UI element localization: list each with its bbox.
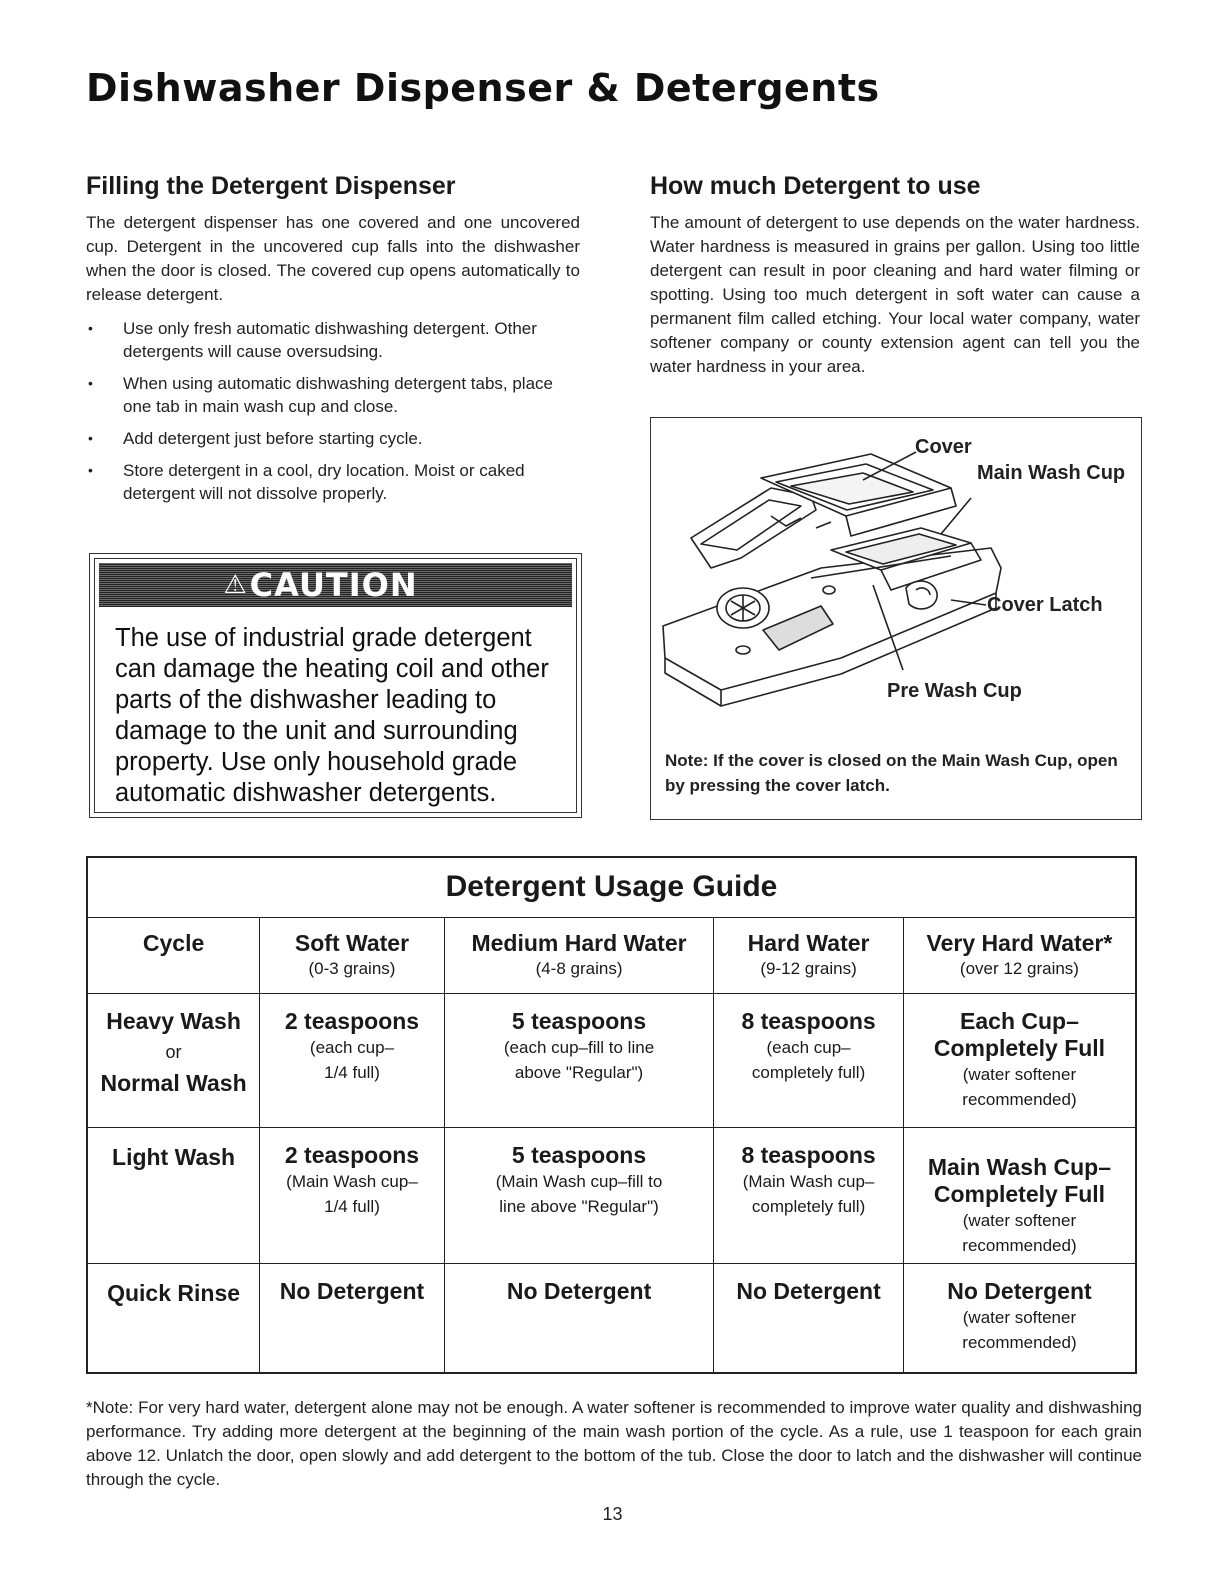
bullet-item: • Store detergent in a cool, dry location. Moist or caked detergent will not dissolve properly. — [86, 459, 580, 505]
filling-heading: Filling the Detergent Dispenser — [86, 172, 456, 200]
cycle-name: Light Wash — [112, 1143, 236, 1170]
header-main: Hard Water — [747, 929, 870, 956]
amount-sub: (water softener — [962, 1307, 1077, 1327]
how-much-heading: How much Detergent to use — [650, 172, 981, 200]
header-cycle — [87, 917, 260, 993]
header-sub: (over 12 grains) — [959, 958, 1079, 978]
header-main: Cycle — [142, 929, 205, 956]
amount-main: 5 teaspoons — [511, 1141, 647, 1168]
amount-main: Each Cup– — [960, 1007, 1079, 1034]
filling-intro: The detergent dispenser has one covered and one uncovered cup. Detergent in the uncovered cup falls into the dishwasher when the door is closed. The covered cup opens automatically to release detergent. — [86, 213, 580, 304]
amount-cell — [260, 1263, 445, 1373]
amount-main: 5 teaspoons — [511, 1007, 647, 1034]
amount-main: Completely Full — [933, 1180, 1106, 1207]
amount-sub: (Main Wash cup– — [286, 1171, 418, 1191]
amount-sub: (Main Wash cup–fill to — [495, 1171, 663, 1191]
amount-sub: (Main Wash cup– — [742, 1171, 875, 1191]
caution-label — [223, 566, 417, 604]
how-much-text: The amount of detergent to use depends on the water hardness. Water hardness is measured in grains per gallon. Using too little detergent can result in poor cleaning and hard water filming or spotting. Using too much detergent in soft water can cause a permanent film called etching. Your local water company, water softener company or county extension agent can tell you the water hardness in your area. — [650, 213, 1140, 376]
header-sub: (4-8 grains) — [535, 958, 623, 978]
header-very-hard — [903, 917, 1136, 993]
header-sub: (9-12 grains) — [760, 958, 857, 978]
bullet-item: • When using automatic dishwashing detergent tabs, place one tab in main wash cup and close. — [86, 372, 580, 418]
amount-main: 8 teaspoons — [741, 1007, 876, 1034]
cycle-name: Heavy Wash — [106, 1007, 241, 1034]
cycle-cell — [87, 1263, 260, 1373]
amount-cell — [714, 1127, 904, 1263]
amount-sub: completely full) — [751, 1062, 866, 1082]
bullet-item: • Use only fresh automatic dishwashing detergent. Other detergents will cause oversudsing. — [86, 317, 580, 363]
amount-sub: (each cup– — [309, 1037, 395, 1057]
footnote: *Note: For very hard water, detergent alone may not be enough. A water softener is recommended to improve water quality and dishwashing performance. Try adding more detergent at the beginning of the main wash portion of the cycle. As a rule, use 1 teaspoon for each grain above 12. Unlatch the door, open slowly and add detergent to the bottom of the tub. Close the door to latch and the dishwasher will continue through the cycle. — [86, 1398, 1142, 1489]
label-cover-latch: Cover Latch — [987, 594, 1103, 616]
header-main: Soft Water — [294, 929, 410, 956]
bullet-item: • Add detergent just before starting cycle. — [86, 427, 580, 450]
amount-sub: line above "Regular") — [499, 1196, 659, 1216]
amount-cell — [903, 1263, 1136, 1373]
warning-triangle-icon: ⚠ — [223, 570, 248, 600]
header-medium — [444, 917, 713, 993]
amount-main: 2 teaspoons — [284, 1007, 420, 1034]
filling-section — [86, 172, 580, 514]
amount-sub: (each cup– — [766, 1037, 851, 1057]
amount-cell — [714, 993, 904, 1127]
amount-main: 8 teaspoons — [741, 1141, 876, 1168]
amount-cell — [444, 1127, 713, 1263]
guide-header-row — [87, 917, 1136, 993]
amount-cell — [260, 993, 445, 1127]
amount-sub: recommended) — [962, 1332, 1077, 1352]
filling-bullets — [86, 317, 580, 505]
amount-main: 2 teaspoons — [284, 1141, 420, 1168]
page-number: 13 — [602, 1504, 623, 1524]
amount-cell — [444, 1263, 713, 1373]
amount-sub: recommended) — [962, 1089, 1077, 1109]
cycle-cell — [87, 1127, 260, 1263]
table-row — [87, 993, 1136, 1127]
cycle-name: Quick Rinse — [107, 1279, 241, 1306]
guide-title: Detergent Usage Guide — [87, 857, 1136, 917]
amount-main: No Detergent — [947, 1277, 1092, 1304]
caution-banner — [99, 563, 572, 607]
amount-cell — [260, 1127, 445, 1263]
dispenser-figure — [650, 417, 1142, 820]
amount-sub: above "Regular") — [514, 1062, 644, 1082]
caution-word: CAUTION — [249, 566, 418, 604]
amount-main: No Detergent — [279, 1277, 425, 1304]
amount-cell — [714, 1263, 904, 1373]
cycle-or: or — [165, 1041, 182, 1062]
header-main: Medium Hard Water — [471, 929, 687, 956]
label-main-wash-cup: Main Wash Cup — [977, 462, 1126, 484]
amount-main: Completely Full — [933, 1034, 1106, 1061]
header-soft — [260, 917, 445, 993]
amount-sub: 1/4 full) — [324, 1062, 380, 1082]
amount-sub: completely full) — [751, 1196, 866, 1216]
figure-note: Note: If the cover is closed on the Main Wash Cup, open by pressing the cover latch. — [665, 751, 1118, 795]
amount-cell — [903, 1127, 1136, 1263]
cycle-cell — [87, 993, 260, 1127]
detergent-usage-guide — [86, 856, 1137, 1374]
header-sub: (0-3 grains) — [308, 958, 396, 978]
caution-text: The use of industrial grade detergent can damage the heating coil and other parts of the dishwasher leading to damage to the unit and surrounding property. Use only household grade automatic dishwasher detergents. — [115, 624, 549, 807]
guide-title-row — [87, 857, 1136, 917]
amount-main: No Detergent — [736, 1277, 881, 1304]
amount-sub: 1/4 full) — [324, 1196, 380, 1216]
header-hard — [714, 917, 904, 993]
caution-inner — [94, 558, 577, 813]
table-row — [87, 1127, 1136, 1263]
cycle-name: Normal Wash — [100, 1069, 247, 1096]
label-cover: Cover — [915, 436, 972, 458]
page-title: Dishwasher Dispenser & Detergents — [86, 66, 880, 110]
amount-cell — [903, 993, 1136, 1127]
amount-sub: (water softener — [962, 1210, 1077, 1230]
amount-sub: recommended) — [962, 1235, 1077, 1255]
table-row — [87, 1263, 1136, 1373]
amount-sub: (each cup–fill to line — [503, 1037, 655, 1057]
caution-box — [89, 553, 582, 818]
amount-main: No Detergent — [506, 1277, 652, 1304]
amount-sub: (water softener — [962, 1064, 1077, 1084]
header-main: Very Hard Water* — [926, 929, 1113, 956]
amount-main: Main Wash Cup– — [927, 1153, 1112, 1180]
label-pre-wash-cup: Pre Wash Cup — [887, 680, 1022, 702]
amount-cell — [444, 993, 713, 1127]
how-much-section — [650, 172, 1140, 379]
